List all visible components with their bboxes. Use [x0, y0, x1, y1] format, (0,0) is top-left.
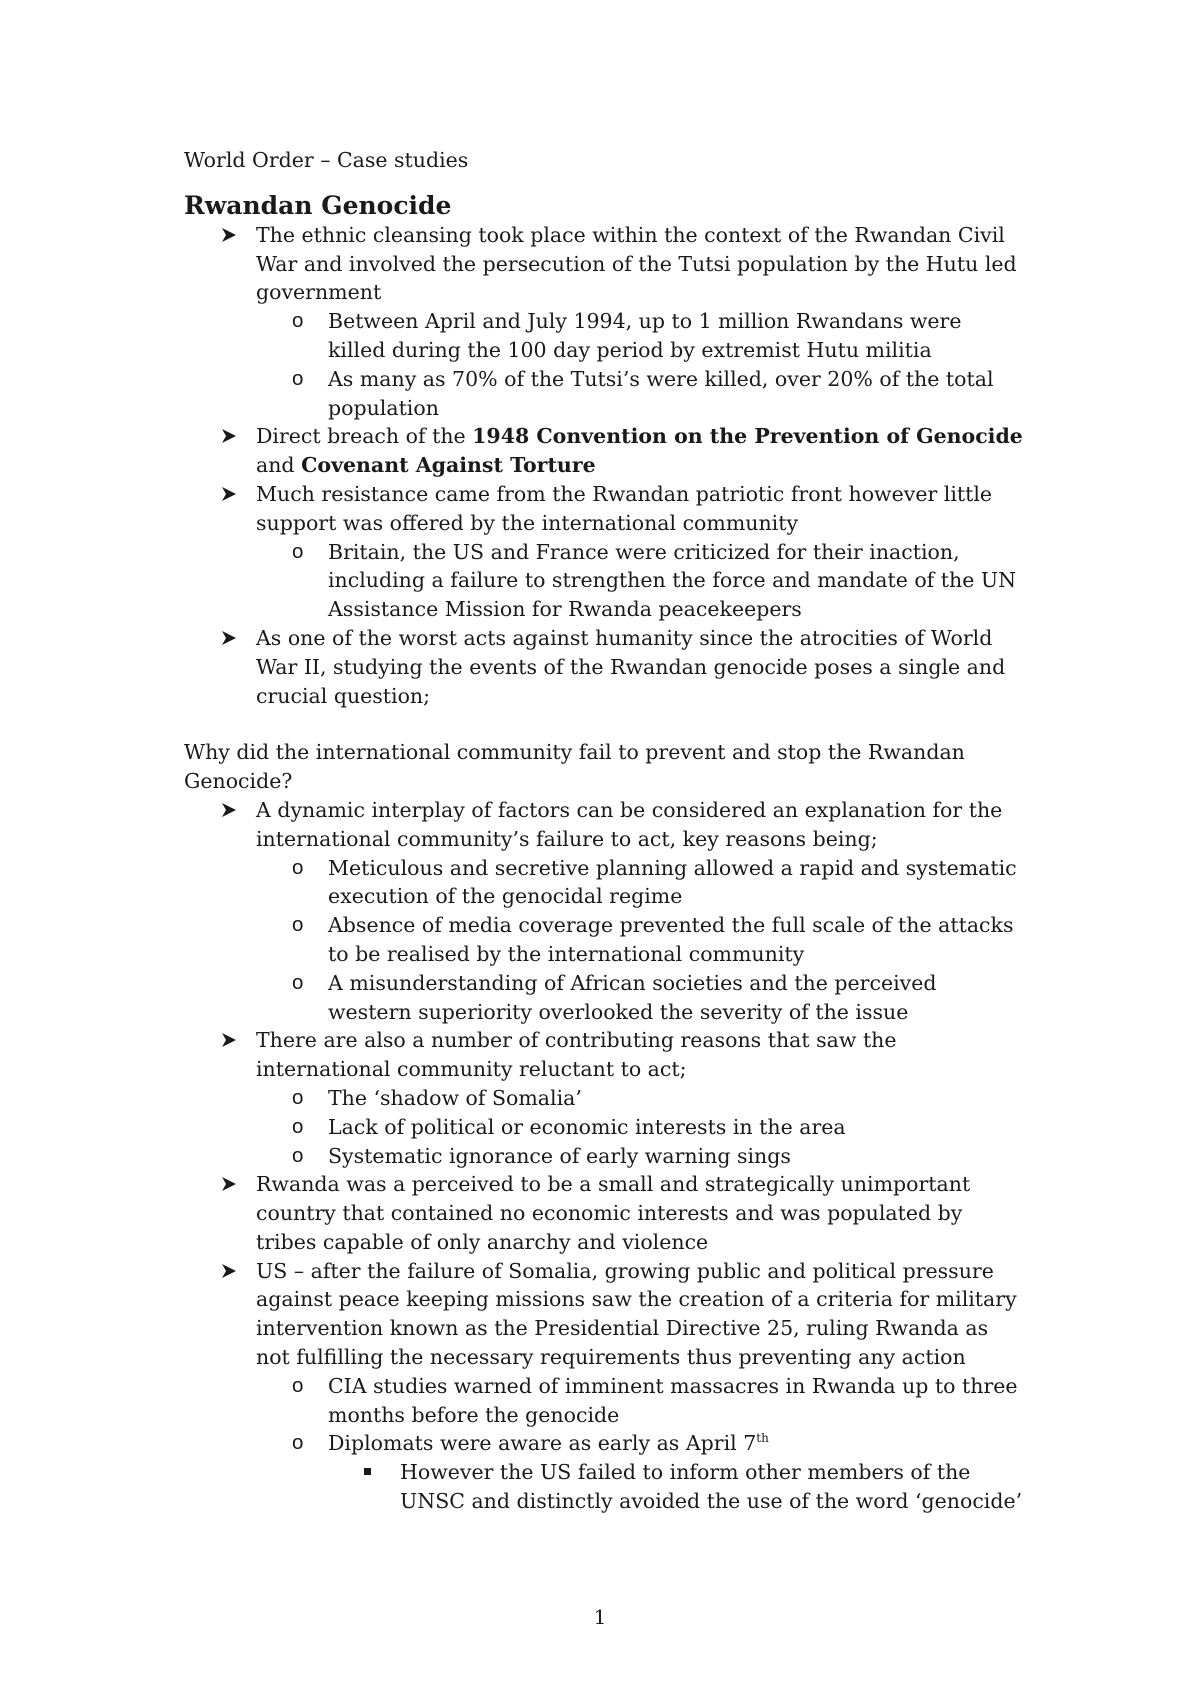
bullet-list — [184, 796, 1024, 1516]
sub-list — [256, 538, 1024, 624]
sub-list-item: o Between April and July 1994, up to 1 million Rwandans were killed during the 100 day period by extremist Hutu militia — [292, 309, 962, 362]
sub-list-item: o Meticulous and secretive planning allowed a rapid and systematic execution of the genocidal regime — [292, 855, 1017, 909]
list-item-text: As one of the worst acts against humanity since the atrocities of World War II, studying the events of the Rwandan genocide poses a single and crucial question; — [256, 625, 1006, 708]
arrowhead-bullet-icon — [220, 427, 238, 445]
sub-list — [256, 307, 1024, 422]
bullet-list — [184, 221, 1024, 711]
arrowhead-bullet-icon — [220, 226, 238, 244]
circle-bullet: o — [292, 1143, 304, 1167]
circle-bullet: o — [292, 309, 304, 333]
arrowhead-bullet-icon — [220, 485, 238, 503]
section-heading: Rwandan Genocide — [184, 190, 452, 220]
list-item — [184, 422, 1024, 480]
circle-bullet: o — [292, 1373, 304, 1397]
circle-bullet: o — [292, 1114, 304, 1138]
document-body — [184, 146, 1024, 1516]
sub-list-item: o CIA studies warned of imminent massacres in Rwanda up to three months before the genocide — [292, 1373, 1018, 1427]
circle-bullet: o — [292, 970, 304, 994]
arrowhead-bullet-icon — [220, 801, 238, 819]
sub-list — [256, 1084, 1024, 1170]
circle-bullet: o — [292, 1085, 304, 1109]
list-item-text: US – after the failure of Somalia, growing public and political pressure against peace keeping missions saw the creation of a criteria for military intervention known as the Presidential Directive 25, ruling Rwanda as not fulfilling the necessary requirements thus preventing any action — [256, 1258, 1017, 1370]
list-item-text: Direct breach of the 1948 Convention on the Prevention of Genocide and Covenant Against Torture — [256, 424, 1023, 478]
superscript: th — [756, 1431, 769, 1446]
list-item-text: There are also a number of contributing reasons that saw the international community reluctant to act; — [256, 1028, 897, 1082]
page-number: 1 — [593, 1605, 607, 1629]
sub-sub-list-item: However the US failed to inform other members of the UNSC and distinctly avoided the use of the word ‘genocide’ — [328, 1458, 1024, 1516]
document-title: World Order – Case studies — [184, 148, 469, 172]
list-item-text: A dynamic interplay of factors can be considered an explanation for the international community’s failure to act, key reasons being; — [256, 797, 1003, 851]
sub-list — [256, 1372, 1024, 1516]
arrowhead-bullet-icon — [220, 629, 238, 647]
list-item-text: Rwanda was a perceived to be a small and strategically unimportant country that contained no economic interests and was populated by tribes capable of only anarchy and violence — [256, 1172, 971, 1254]
sub-list-item: o Britain, the US and France were criticized for their inaction, including a failure to strengthen the force and mandate of the UN Assistance Mission for Rwanda peacekeepers — [292, 539, 1017, 622]
list-item-text: The ethnic cleansing took place within the context of the Rwandan Civil War and involved the persecution of the Tutsi population by the Hutu led government — [256, 222, 1017, 305]
sub-list-item: o The ‘shadow of Somalia’ — [256, 1084, 1024, 1113]
sub-list-item: o Systematic ignorance of early warning sings — [256, 1142, 1024, 1171]
sub-sub-list — [328, 1458, 1024, 1516]
list-item — [184, 624, 1024, 710]
sub-list — [256, 854, 1024, 1027]
list-item — [184, 221, 1024, 423]
circle-bullet: o — [292, 855, 304, 879]
list-item-text: Much resistance came from the Rwandan patriotic front however little support was offered by the international community — [256, 481, 993, 535]
arrowhead-bullet-icon — [220, 1031, 238, 1049]
bold-term: Covenant Against Torture — [301, 453, 596, 478]
list-item — [184, 796, 1024, 1026]
sub-list-item: o Diplomats were aware as early as April 7th However the US failed to inform other members of the UNSC and distinctly avoided the use of the word ‘genocide’ — [256, 1429, 1024, 1515]
arrowhead-bullet-icon — [220, 1262, 238, 1280]
sub-list-item: o As many as 70% of the Tutsi’s were killed, over 20% of the total population — [292, 366, 994, 420]
arrowhead-bullet-icon — [220, 1175, 238, 1193]
circle-bullet: o — [292, 539, 304, 563]
question-paragraph: Why did the international community fail to prevent and stop the Rwandan Genocide? — [184, 740, 965, 794]
sub-list-item: o A misunderstanding of African societies and the perceived western superiority overlooked the severity of the issue — [292, 970, 937, 1024]
bold-term: 1948 Convention on the Prevention of Genocide — [472, 424, 1023, 449]
list-item — [184, 1170, 1024, 1256]
list-item — [184, 480, 1024, 624]
square-bullet-icon — [364, 1468, 371, 1475]
list-item — [184, 1026, 1024, 1170]
circle-bullet: o — [292, 913, 304, 937]
sub-list-item: o Lack of political or economic interests in the area — [256, 1113, 1024, 1142]
circle-bullet: o — [292, 366, 304, 390]
sub-list-item: o Absence of media coverage prevented the full scale of the attacks to be realised by the international community — [292, 913, 1014, 966]
list-item — [184, 1257, 1024, 1516]
circle-bullet: o — [292, 1431, 304, 1455]
